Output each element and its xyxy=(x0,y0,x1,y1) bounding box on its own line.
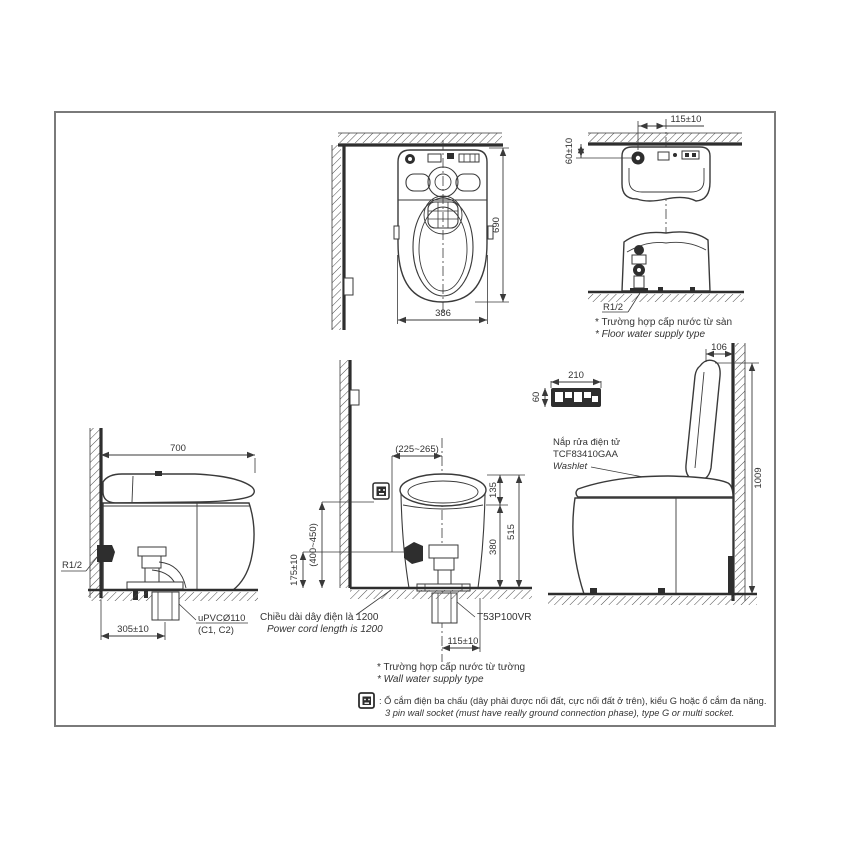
caption-wall-supply-en: * Wall water supply type xyxy=(377,674,484,685)
wall-bracket xyxy=(344,278,353,295)
seat-top xyxy=(400,474,486,506)
wall-section xyxy=(90,428,101,598)
thread-label-r12: R1/2 xyxy=(62,560,83,571)
drain-pipe-label: uPVCØ110 xyxy=(198,613,246,624)
dim-depth-690: 690 xyxy=(491,217,502,233)
thread-label-r12: R1/2 xyxy=(603,302,624,313)
caption-floor-supply-vi: * Trường hợp cấp nước từ sàn xyxy=(595,317,733,328)
dim-remote-width-210: 210 xyxy=(568,370,584,381)
drain-fitting-label: T53P100VR xyxy=(477,612,532,623)
front-view-floor-supply xyxy=(622,232,710,292)
dim-supply-height-175: 175±10 xyxy=(289,554,300,586)
dim-supply-offset: (225~265) xyxy=(395,444,439,455)
dim-offset-115: 115±10 xyxy=(670,114,702,125)
power-socket-legend-icon xyxy=(359,693,374,708)
wall-bracket xyxy=(350,390,359,405)
footnote xyxy=(359,693,766,718)
wall-connection xyxy=(728,556,734,594)
dim-total-515: 515 xyxy=(506,524,517,540)
dim-remote-height-60: 60 xyxy=(531,391,542,403)
washlet-label-en: Washlet xyxy=(553,461,588,472)
dim-total-height-1009: 1009 xyxy=(753,467,764,489)
caption-floor-supply-en: * Floor water supply type xyxy=(595,329,706,340)
tank-plan-partial xyxy=(622,147,710,201)
lid-closed xyxy=(103,474,254,503)
cord-note-en: Power cord length is 1200 xyxy=(267,624,383,635)
dim-drain-offset-115: 115±10 xyxy=(447,636,479,647)
toilet-side-closed xyxy=(97,471,254,600)
drain-pipe-note: (C1, C2) xyxy=(198,625,234,636)
caption-wall-supply-vi: * Trường hợp cấp nước từ tường xyxy=(377,662,526,673)
dim-seat-135: 135 xyxy=(488,482,499,498)
power-socket-icon xyxy=(373,483,389,499)
dim-width-386: 386 xyxy=(435,308,451,319)
wall-supply-elbow xyxy=(97,545,115,562)
dim-bowl-380: 380 xyxy=(488,539,499,555)
dim-depth-700: 700 xyxy=(170,443,186,454)
drain-pipe xyxy=(152,592,179,620)
footnote-en: 3 pin wall socket (must have really ground connection phase), type G or multi socket. xyxy=(385,708,735,718)
washlet-label-vi: Nắp rửa điện tử xyxy=(553,437,621,448)
footnote-vi: : Ổ cắm điện ba chấu (dây phải được nối đất, cực nối đất ở trên), kiểu G hoặc ổ cắm đa năng. xyxy=(379,696,767,706)
body xyxy=(573,498,733,594)
dim-drain-offset-305: 305±10 xyxy=(117,624,149,635)
washlet-model: TCF83410GAA xyxy=(553,449,618,460)
dim-lid-wall-106: 106 xyxy=(711,342,727,353)
body xyxy=(103,503,254,590)
dim-socket-height: (400~450) xyxy=(308,523,319,567)
dim-wall-gap-60: 60±10 xyxy=(564,137,575,165)
cord-note-vi: Chiều dài dây điện là 1200 xyxy=(260,612,379,623)
remote-control xyxy=(551,388,601,407)
supply-valve xyxy=(634,245,644,255)
